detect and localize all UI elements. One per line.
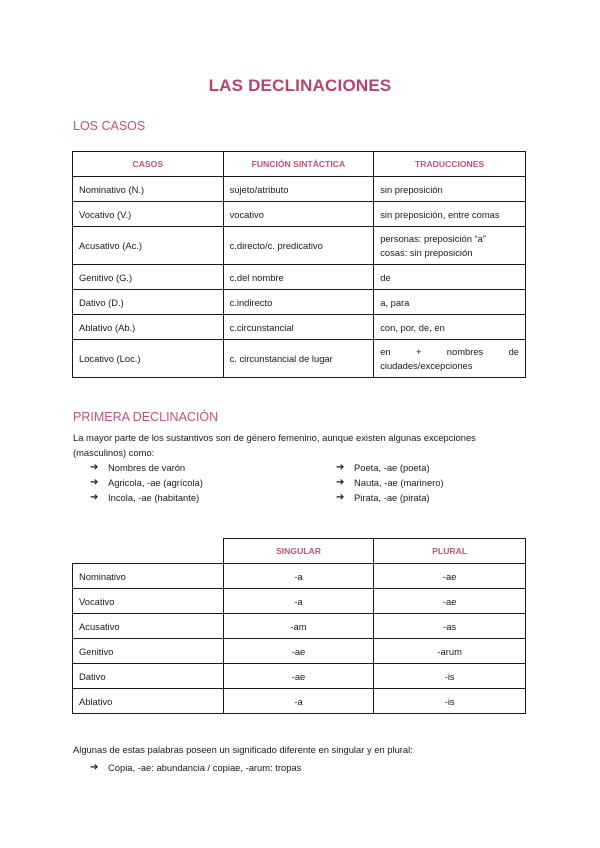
cell-caso: Acusativo [73,614,224,639]
table-row [73,227,526,265]
cell-caso: Nominativo (N.) [73,177,224,202]
exceptions-list-left [90,460,203,505]
cell-plural: -arum [374,639,526,664]
cell-caso: Dativo (D.) [73,290,224,315]
cell-caso: Locativo (Loc.) [73,340,224,378]
cell-plural: -is [374,664,526,689]
header-singular: SINGULAR [223,539,374,564]
list-item-text: Agricola, -ae (agrícola) [108,477,203,488]
table-row [73,265,526,290]
table-row [73,290,526,315]
cell-traduccion [374,340,526,378]
table-row [73,664,526,689]
cell-singular: -a [223,589,374,614]
list-item-text: Nombres de varón [108,462,186,473]
arrow-right-icon: ➔ [90,477,99,488]
list-item [336,460,444,475]
cell-caso: Dativo [73,664,224,689]
list-item-text: Poeta, -ae (poeta) [354,462,430,473]
cell-funcion: sujeto/atributo [223,177,374,202]
cell-caso: Nominativo [73,564,224,589]
cell-traduccion: de [374,265,526,290]
cell-funcion: vocativo [223,202,374,227]
arrow-right-icon: ➔ [336,462,345,473]
table-header-row [73,152,526,177]
section-heading-primera: PRIMERA DECLINACIÓN [73,410,219,424]
table-row [73,202,526,227]
cell-plural: -ae [374,564,526,589]
list-item-text: Incola, -ae (habitante) [108,492,200,503]
endings-table [72,538,526,714]
table-row [73,639,526,664]
table-row [73,564,526,589]
cell-funcion: c.indirecto [223,290,374,315]
arrow-right-icon: ➔ [336,477,345,488]
cell-funcion: c.directo/c. predicativo [223,227,374,265]
arrow-right-icon: ➔ [90,762,99,773]
cell-traduccion: sin preposición [374,177,526,202]
cell-funcion: c. circunstancial de lugar [223,340,374,378]
cell-traduccion: a, para [374,290,526,315]
page-title: LAS DECLINACIONES [208,76,392,95]
list-item [90,490,203,505]
cell-traduccion: con, por, de, en [374,315,526,340]
cell-singular: -a [223,564,374,589]
empty-corner-cell [73,539,224,564]
intro-paragraph: La mayor parte de los sustantivos son de género femenino, aunque existen algunas excepciones (masculinos) como: [73,432,476,458]
cell-singular: -ae [223,639,374,664]
traduccion-line: personas: preposición “a” [380,232,486,244]
list-item [336,490,444,505]
header-traducciones: TRADUCCIONES [374,152,526,177]
cell-funcion: c.del nombre [223,265,374,290]
cases-table [72,151,526,378]
cell-singular: -ae [223,664,374,689]
traduccion-line: cosas: sin preposición [380,246,473,258]
cell-caso: Ablativo (Ab.) [73,315,224,340]
table-row [73,315,526,340]
list-item [90,475,203,490]
table-row [73,614,526,639]
section-heading-casos: LOS CASOS [73,119,146,133]
cell-caso: Genitivo (G.) [73,265,224,290]
table-row [73,340,526,378]
cell-plural: -as [374,614,526,639]
table-row [73,177,526,202]
arrow-right-icon: ➔ [90,462,99,473]
cell-funcion: c.circunstancial [223,315,374,340]
list-item-text: Pirata, -ae (pirata) [354,492,430,503]
traduccion-line: en + nombres de [380,345,519,357]
table-row [73,589,526,614]
list-item [90,460,203,475]
exceptions-list-right [336,460,444,505]
arrow-right-icon: ➔ [336,492,345,503]
cell-caso: Ablativo [73,689,224,714]
header-funcion: FUNCIÓN SINTÁCTICA [223,152,374,177]
list-item [90,760,301,775]
cell-traduccion: sin preposición, entre comas [374,202,526,227]
header-casos: CASOS [73,152,224,177]
table-header-row [73,539,526,564]
cell-caso: Vocativo [73,589,224,614]
cell-singular: -am [223,614,374,639]
list-item-text: Copia, -ae: abundancia / copiae, -arum: tropas [108,762,302,773]
table-row [73,689,526,714]
header-plural: PLURAL [374,539,526,564]
cell-traduccion [374,227,526,265]
cell-plural: -ae [374,589,526,614]
cell-caso: Acusativo (Ac.) [73,227,224,265]
cell-caso: Genitivo [73,639,224,664]
traduccion-line: ciudades/excepciones [380,359,473,371]
plural-meaning-note: Algunas de estas palabras poseen un significado diferente en singular y en plural: [73,744,413,755]
cell-singular: -a [223,689,374,714]
note-list [90,760,301,775]
list-item-text: Nauta, -ae (marinero) [354,477,444,488]
list-item [336,475,444,490]
cell-plural: -is [374,689,526,714]
cell-caso: Vocativo (V.) [73,202,224,227]
arrow-right-icon: ➔ [90,492,99,503]
